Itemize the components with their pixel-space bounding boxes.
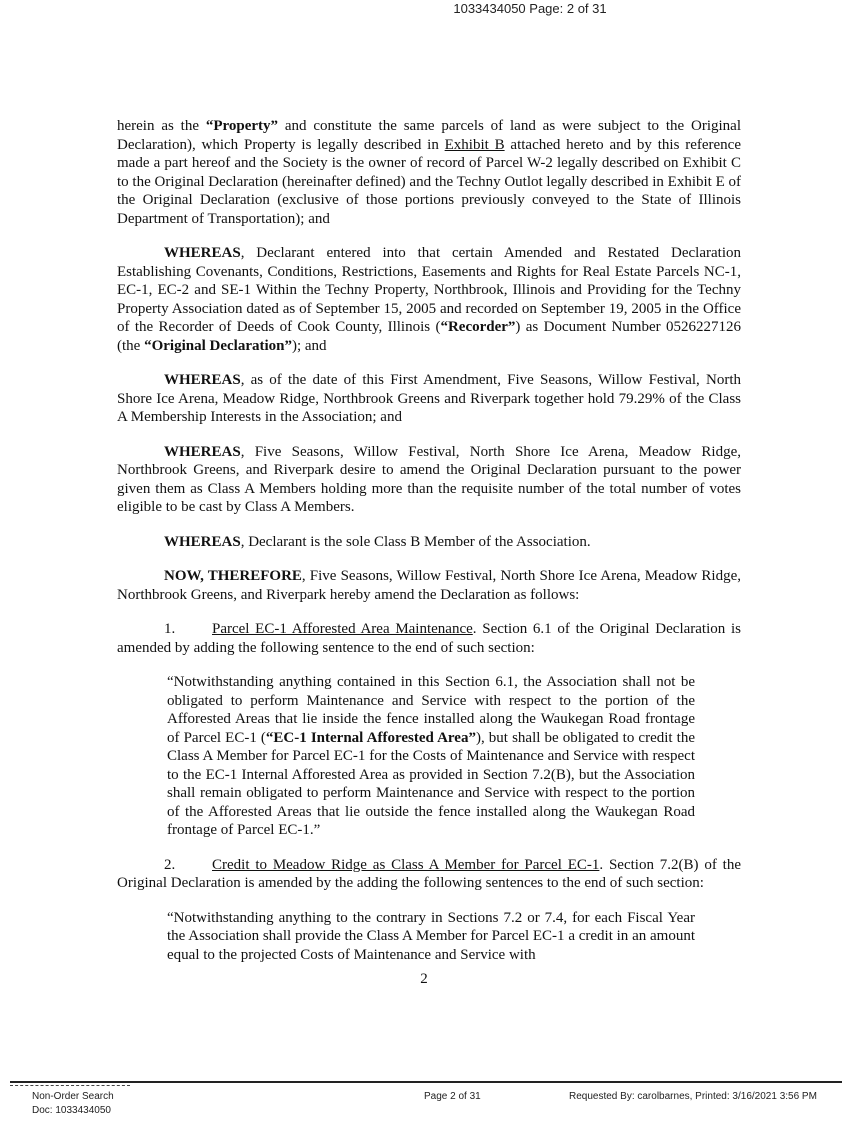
defined-term-ec1-internal-area: “EC-1 Internal Afforested Area” <box>265 729 476 746</box>
section-1 <box>117 620 741 657</box>
page-number: 2 <box>420 971 428 987</box>
text-run: , Five Seasons, Willow Festival, North Shore Ice Arena, Meadow Ridge, Northbrook Greens, and Riverpark desire to amend the Original Declaration pursuant to the power given them as Class A Members holding more than the requisite number of the total number of votes eligible to be cast by Class A Members. <box>117 443 741 515</box>
whereas-keyword: WHEREAS <box>164 533 241 550</box>
footer-search-type: Non-Order Search <box>32 1091 114 1102</box>
quoted-amendment-6-1 <box>167 673 695 840</box>
text-run: , as of the date of this First Amendment, Five Seasons, Willow Festival, North Shore Ice Arena, Meadow Ridge, Northbrook Greens and Riverpark together hold 79.29% of the Class A Membership Interests in the Association; and <box>117 372 741 425</box>
footer-divider <box>10 1081 842 1083</box>
paragraph-whereas-class-b <box>117 533 741 552</box>
paragraph-now-therefore <box>117 567 741 604</box>
defined-term-original-declaration: “Original Declaration” <box>144 337 292 354</box>
text-run: “Notwithstanding anything contained in this Section 6.1, the Association shall not be obligated to perform Maintenance and Service with respect to the portion of the Afforested Areas that lie inside the fence installed along the Waukegan Road frontage of Parcel EC-1 ( <box>167 674 695 746</box>
text-run: ) as Document Number 0526227126 (the <box>117 319 741 354</box>
footer-page-label: Page 2 of 31 <box>424 1091 481 1102</box>
whereas-keyword: WHEREAS <box>164 372 241 388</box>
section-number: 2. <box>164 856 176 873</box>
footer-requested-by: Requested By: carolbarnes, Printed: 3/16/2021 3:56 PM <box>569 1091 817 1102</box>
section-2 <box>117 856 741 893</box>
footer-doc-id: Doc: 1033434050 <box>32 1105 111 1116</box>
text-run: attached hereto and by this reference made a part hereof and the Society is the owner of record of Parcel W-2 legally described on Exhibit C to the Original Declaration (hereinafter defined) and the Techny Outlot legally described in Exhibit E of the Original Declaration (exclusive of those portions previously conveyed to the State of Illinois Department of Transportation); and <box>117 136 741 227</box>
text-run: and constitute the same parcels of land as were subject to the Original Declaration), which Property is legally described in <box>117 118 741 153</box>
section-number: 1. <box>164 621 176 637</box>
text-run: herein as the <box>117 118 206 134</box>
text-run: , Five Seasons, Willow Festival, North Shore Ice Arena, Meadow Ridge, Northbrook Greens, and Riverpark hereby amend the Declaration as follows: <box>117 568 741 603</box>
text-run: , Declarant is the sole Class B Member of the Association. <box>240 533 591 550</box>
text-run: “Notwithstanding anything to the contrary in Sections 7.2 or 7.4, for each Fiscal Year the Association shall provide the Class A Member for Parcel EC-1 a credit in an amount equal to the projected Costs of Maintenance and Service with <box>167 909 695 963</box>
paragraph-whereas-declarant <box>117 244 741 355</box>
document-page-label: 1033434050 Page: 2 of 31 <box>453 1 607 16</box>
text-run: ), but shall be obligated to credit the Class A Member for Parcel EC-1 for the Costs of Maintenance and Service with respect to the EC-1 Internal Afforested Area as provided in Section 7.2(B), but the Association shall remain obligated to perform Maintenance and Service with respect to the portion of the Afforested Areas that lie outside the fence installed along the Waukegan Road frontage of Parcel EC-1.” <box>167 729 695 838</box>
text-run: . Section 6.1 of the Original Declaration is amended by adding the following sentence to the end of such section: <box>117 621 741 656</box>
paragraph-whereas-membership <box>117 371 741 427</box>
text-run: ); and <box>291 337 327 354</box>
text-run: . Section 7.2(B) of the Original Declaration is amended by the adding the following sentences to the end of such section: <box>117 856 741 891</box>
paragraph-property <box>117 117 741 228</box>
paragraph-whereas-amend <box>117 443 741 517</box>
whereas-keyword: WHEREAS <box>164 443 241 460</box>
section-title: Credit to Meadow Ridge as Class A Member for Parcel EC-1 <box>212 856 600 873</box>
document-body <box>117 117 741 980</box>
defined-term-recorder: “Recorder” <box>440 319 516 335</box>
now-therefore-keyword: NOW, THEREFORE <box>164 568 302 584</box>
quoted-amendment-7-2b <box>167 909 695 965</box>
exhibit-b-reference: Exhibit B <box>444 136 505 153</box>
footer-divider-dashed <box>10 1085 130 1086</box>
document-page-header <box>0 1 848 16</box>
section-title: Parcel EC-1 Afforested Area Maintenance <box>212 621 473 637</box>
defined-term-property: “Property” <box>205 118 279 134</box>
whereas-keyword: WHEREAS <box>164 245 241 261</box>
text-run: , Declarant entered into that certain Amended and Restated Declaration Establishing Covenants, Conditions, Restrictions, Easements and Rights for Real Estate Parcels NC-1, EC-1, EC-2 and SE-1 Within the Techny Property, Northbrook, Illinois and Providing for the Techny Property Association dated as of September 15, 2005 and recorded on September 19, 2005 in the Office of the Recorder of Deeds of Cook County, Illinois ( <box>117 245 741 335</box>
